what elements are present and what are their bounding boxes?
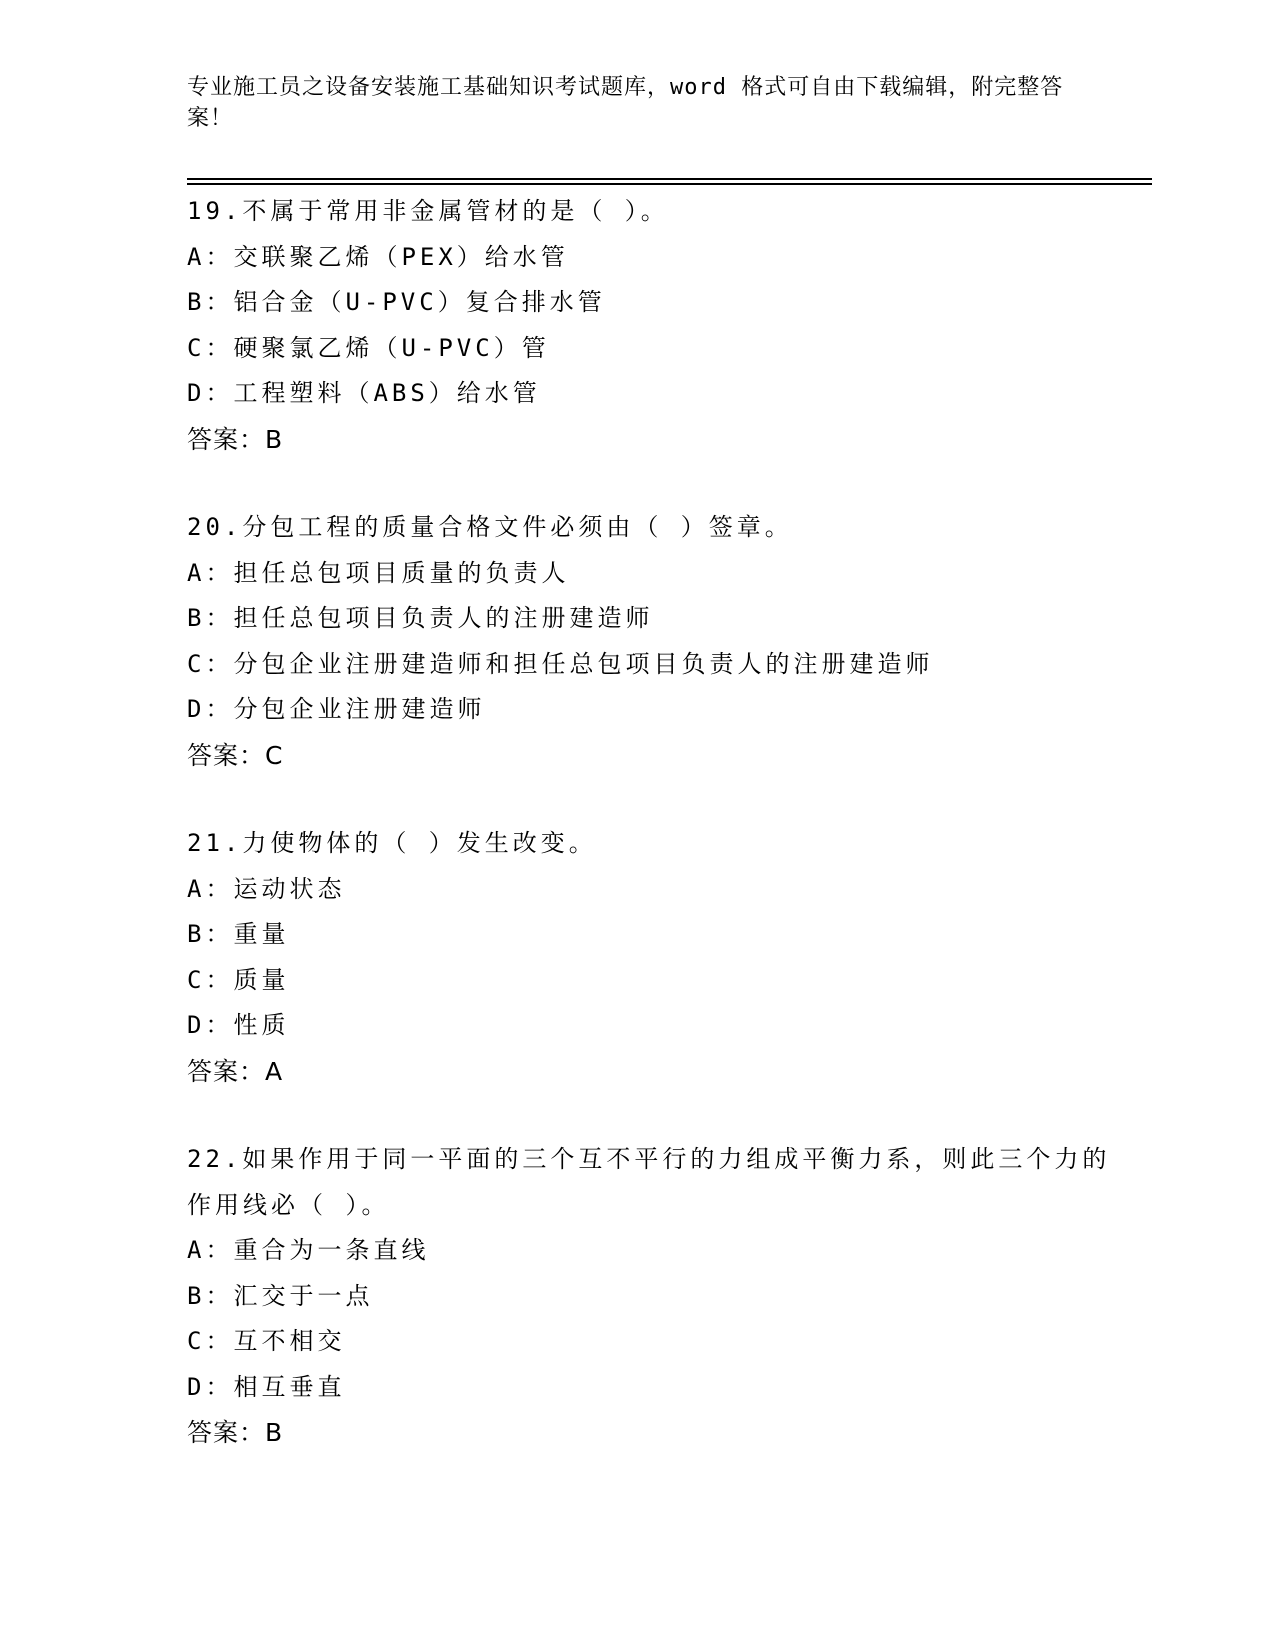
header-divider-top	[187, 178, 1152, 180]
option-b: B：铝合金（U-PVC）复合排水管	[187, 288, 606, 316]
question-22	[187, 1137, 1127, 1456]
option-b: B：重量	[187, 920, 290, 948]
option-c: C：分包企业注册建造师和担任总包项目负责人的注册建造师	[187, 649, 934, 678]
answer-line: 答案：B	[187, 424, 284, 454]
question-21	[187, 821, 1127, 1094]
option-a: A：交联聚乙烯（PEX）给水管	[187, 242, 569, 271]
option-c: C：互不相交	[187, 1327, 346, 1355]
question-list	[187, 189, 1127, 1499]
question-19	[187, 189, 1127, 462]
option-d: D：性质	[187, 1011, 290, 1039]
question-stem: 21.力使物体的（ ）发生改变。	[187, 829, 597, 857]
header-divider-bottom	[187, 183, 1152, 185]
option-a: A：担任总包项目质量的负责人	[187, 558, 570, 587]
option-c: C：硬聚氯乙烯（U-PVC）管	[187, 333, 550, 362]
option-a: A：运动状态	[187, 874, 346, 903]
option-c: C：质量	[187, 965, 290, 994]
question-stem: 19.不属于常用非金属管材的是（ ）。	[187, 197, 669, 225]
question-20	[187, 505, 1127, 778]
option-d: D：分包企业注册建造师	[187, 695, 486, 723]
answer-line: 答案：A	[187, 1056, 284, 1086]
document-header: 专业施工员之设备安装施工基础知识考试题库，word 格式可自由下载编辑，附完整答案！	[187, 75, 1064, 131]
question-stem: 22.如果作用于同一平面的三个互不平行的力组成平衡力系，则此三个力的作用线必（ ）。	[187, 1145, 1111, 1219]
option-d: D：工程塑料（ABS）给水管	[187, 379, 541, 407]
option-a: A：重合为一条直线	[187, 1236, 430, 1264]
answer-line: 答案：C	[187, 740, 284, 770]
question-stem: 20.分包工程的质量合格文件必须由（ ）签章。	[187, 513, 793, 541]
option-b: B：担任总包项目负责人的注册建造师	[187, 604, 654, 632]
option-b: B：汇交于一点	[187, 1281, 374, 1310]
answer-line: 答案：B	[187, 1418, 284, 1447]
option-d: D：相互垂直	[187, 1372, 346, 1401]
